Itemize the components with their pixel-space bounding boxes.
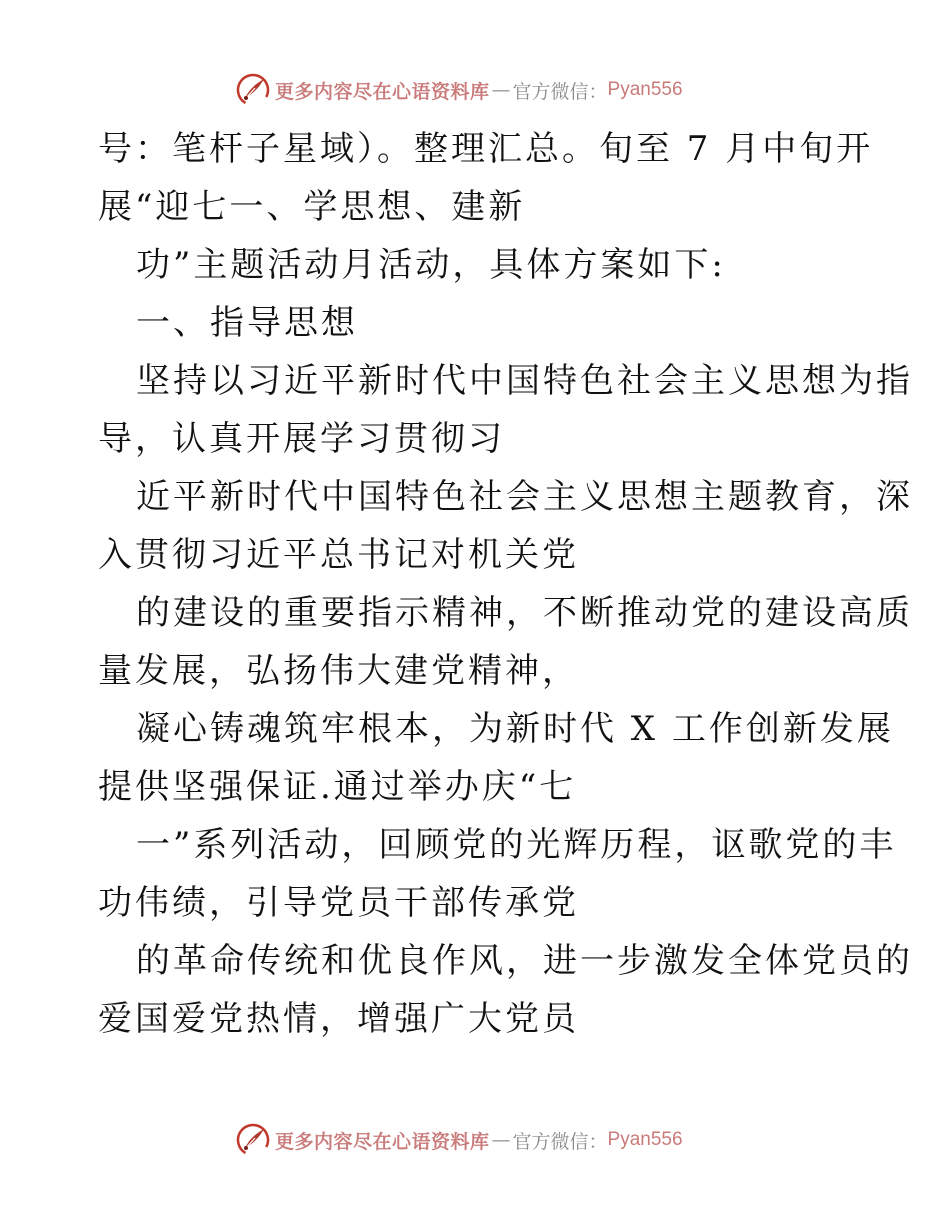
watermark-wechat-id: Pyan556 [607, 1129, 683, 1150]
text-line: 的建设的重要指示精神，不断推动党的建设高质 [136, 593, 913, 633]
header-watermark [235, 72, 715, 108]
watermark-dash: — [491, 79, 511, 101]
text-line: 凝心铸魂筑牢根本，为新时代 X 工作创新发展 [136, 709, 894, 749]
watermark-wechat-id: Pyan556 [607, 79, 683, 100]
watermark-dash: — [491, 1129, 511, 1151]
quill-logo-icon [235, 1122, 271, 1158]
text-line: 爱国爱党热情，增强广大党员 [98, 999, 579, 1039]
quill-logo-icon [235, 72, 271, 108]
watermark-text: 更多内容尽在心语资料库 [275, 1130, 490, 1153]
text-line: 功”主题活动月活动，具体方案如下: [136, 245, 726, 285]
text-line: 一”系列活动，回顾党的光辉历程，讴歌党的丰 [136, 825, 897, 865]
text-line: 近平新时代中国特色社会主义思想主题教育，深 [136, 477, 913, 517]
text-line: 号：笔杆子星域）。整理汇总。旬至 7 月中旬开 [98, 129, 874, 169]
text-line: 入贯彻习近平总书记对机关党 [98, 535, 579, 575]
text-line: 坚持以习近平新时代中国特色社会主义思想为指 [136, 361, 913, 401]
watermark-text: 更多内容尽在心语资料库 [275, 80, 490, 103]
section-heading: 一、指导思想 [136, 303, 358, 343]
watermark-wechat-label: 官方微信： [512, 1130, 608, 1153]
watermark-wechat-label: 官方微信： [512, 80, 608, 103]
text-line: 量发展，弘扬伟大建党精神， [98, 651, 579, 691]
text-line: 提供坚强保证.通过举办庆“七 [98, 767, 577, 807]
text-line: 的革命传统和优良作风，进一步激发全体党员的 [136, 941, 913, 981]
text-line: 展“迎七一、学思想、建新 [98, 187, 526, 227]
text-line: 功伟绩，引导党员干部传承党 [98, 883, 579, 923]
footer-watermark [235, 1122, 715, 1158]
text-line: 导，认真开展学习贯彻习 [98, 419, 505, 459]
